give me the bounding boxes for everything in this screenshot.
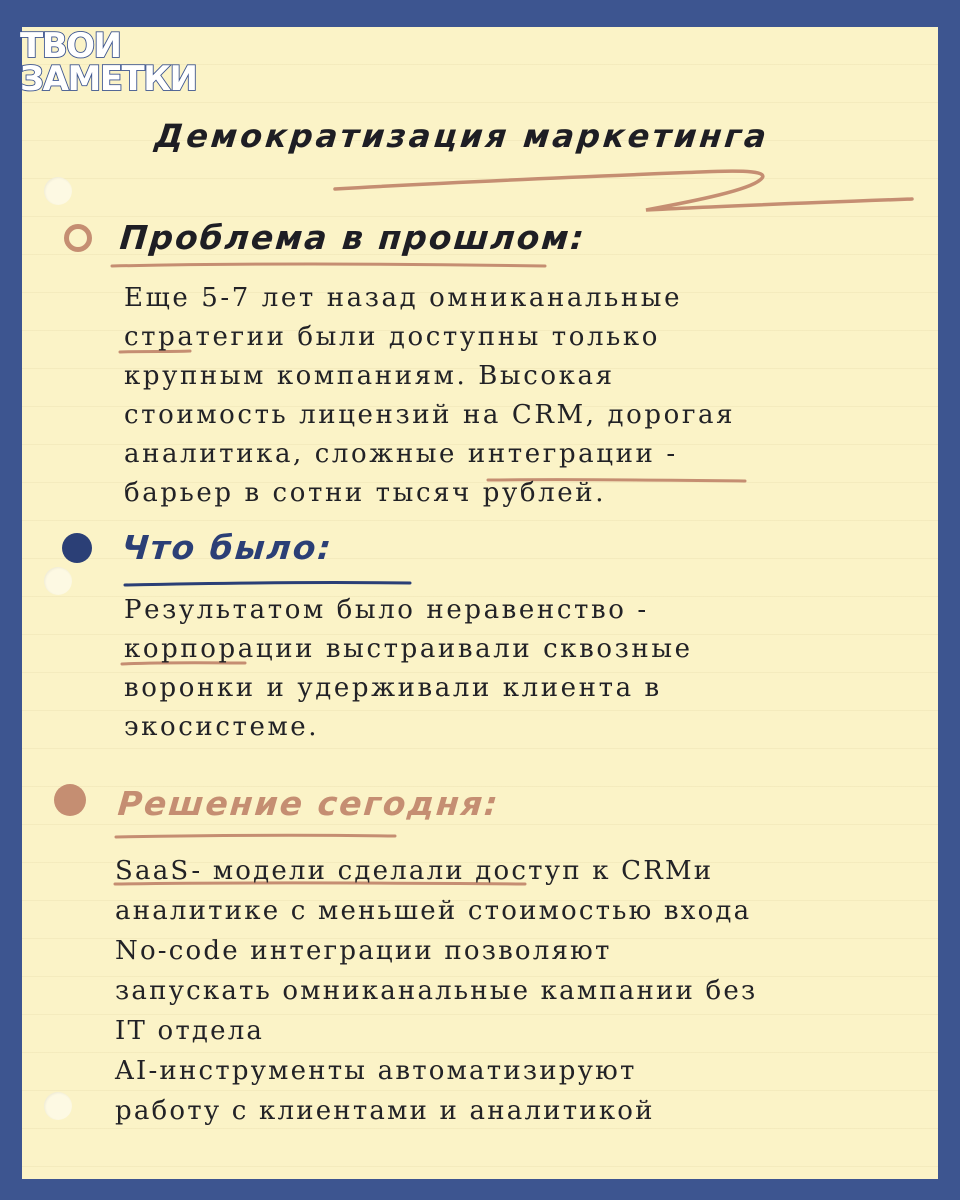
section-heading-what-was: Что было:: [120, 528, 335, 567]
section-heading-solution-today: Решение сегодня:: [116, 784, 502, 823]
body-line: корпорации выстраивали сквозные: [124, 634, 693, 664]
title-swash-underline: [335, 171, 912, 210]
bullet-hollow-icon: [67, 227, 90, 250]
body-line: IT отдела: [115, 1016, 265, 1046]
section-body-solution-today: [115, 851, 757, 1131]
heading-2-underline: [125, 583, 410, 585]
page-title: Демократизация маркетинга: [153, 117, 772, 155]
bullet-filled-navy-icon: [62, 533, 92, 563]
brand-logo: [20, 26, 197, 99]
heading-1-underline: [112, 264, 545, 266]
brand-line-2: ЗАМЕТКИ: [20, 59, 197, 99]
body-line: работу с клиентами и аналитикой: [115, 1096, 655, 1126]
body-line: аналитика, сложные интеграции -: [124, 439, 678, 469]
body-line: SaaS- модели сделали доступ к CRMи: [115, 856, 714, 886]
body-line: барьер в сотни тысяч рублей.: [124, 478, 607, 508]
body-line: крупным компаниям. Высокая: [124, 361, 615, 391]
body-line: Еще 5-7 лет назад омниканальные: [124, 283, 683, 313]
section-body-what-was: [124, 591, 693, 747]
heading-3-underline: [116, 835, 395, 837]
body-line: Результатом было неравенство -: [124, 595, 649, 625]
body-line: воронки и удерживали клиента в: [124, 673, 662, 703]
brand-line-1: ТВОИ: [20, 26, 121, 66]
section-body-past-problem: [124, 279, 735, 513]
section-heading-past-problem: Проблема в прошлом:: [118, 218, 588, 257]
bullet-filled-rose-icon: [54, 784, 86, 816]
body-line: AI-инструменты автоматизируют: [115, 1056, 637, 1086]
body-line: аналитике с меньшей стоимостью входа: [115, 896, 752, 926]
body-line: стоимость лицензий на CRM, дорогая: [124, 400, 736, 430]
body-line: запускать омниканальные кампании без: [115, 976, 758, 1006]
body-line: экосистеме.: [124, 712, 320, 742]
body-line: стратегии были доступны только: [124, 322, 660, 352]
body-line: No-code интеграции позволяют: [115, 936, 612, 966]
